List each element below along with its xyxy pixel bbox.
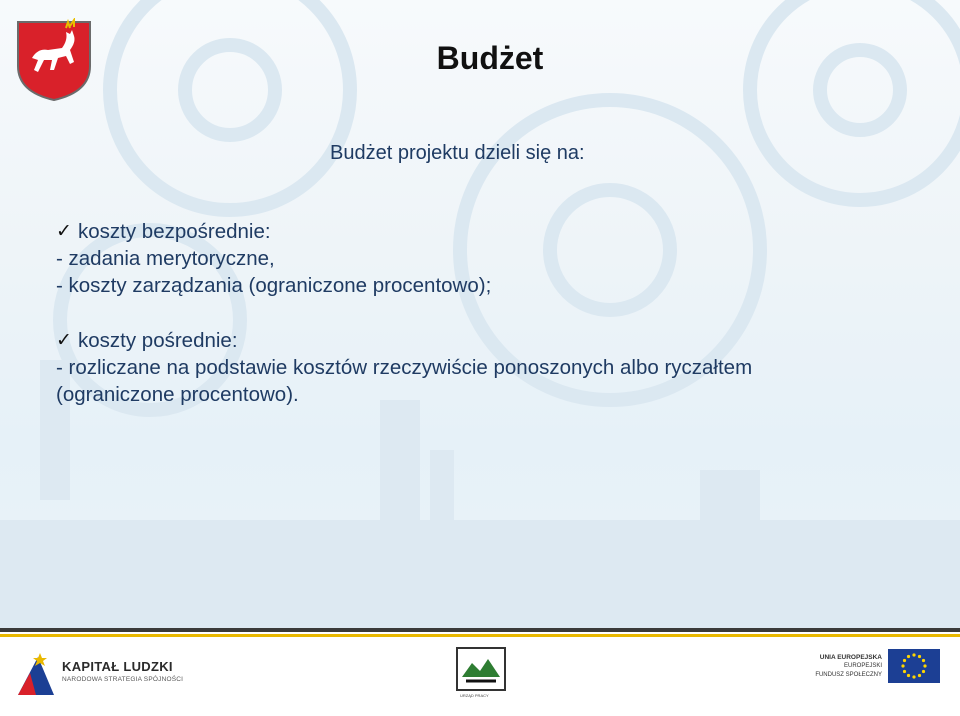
list-item: (ograniczone procentowo).	[56, 383, 299, 406]
kapital-ludzki-logo	[16, 647, 56, 697]
kapital-ludzki-subtitle: NARODOWA STRATEGIA SPÓJNOŚCI	[62, 676, 184, 683]
footer	[0, 637, 960, 716]
urzad-pracy-logo	[456, 647, 506, 691]
footer-divider	[0, 628, 960, 632]
urzad-pracy-label: URZĄD PRACY	[460, 693, 489, 698]
list-item: - rozliczane na podstawie kosztów rzeczywiście ponoszonych albo ryczałtem	[56, 356, 753, 379]
kapital-ludzki-title: KAPITAŁ LUDZKI	[62, 659, 173, 674]
direct-costs-heading	[56, 218, 936, 245]
checkmark-icon: ✓	[56, 221, 72, 242]
list-item: - koszty zarządzania (ograniczone procentowo);	[56, 274, 492, 297]
indirect-costs-heading	[56, 327, 936, 354]
budget-content	[56, 218, 936, 408]
page-title: Budżet	[436, 40, 544, 76]
eu-line-2: EUROPEJSKI	[843, 663, 882, 669]
eu-text	[800, 653, 882, 680]
checkmark-icon: ✓	[56, 330, 72, 351]
list-item: - zadania merytoryczne,	[56, 247, 275, 270]
eu-line-1: UNIA EUROPEJSKA	[819, 654, 882, 661]
lublin-crest-logo	[14, 18, 94, 102]
eu-line-3: FUNDUSZ SPOŁECZNY	[815, 672, 882, 678]
page-subtitle: Budżet projektu dzieli się na:	[330, 142, 585, 164]
direct-costs-label: koszty bezpośrednie:	[78, 220, 271, 243]
eu-flag-logo	[888, 649, 940, 683]
indirect-costs-label: koszty pośrednie:	[78, 329, 238, 352]
